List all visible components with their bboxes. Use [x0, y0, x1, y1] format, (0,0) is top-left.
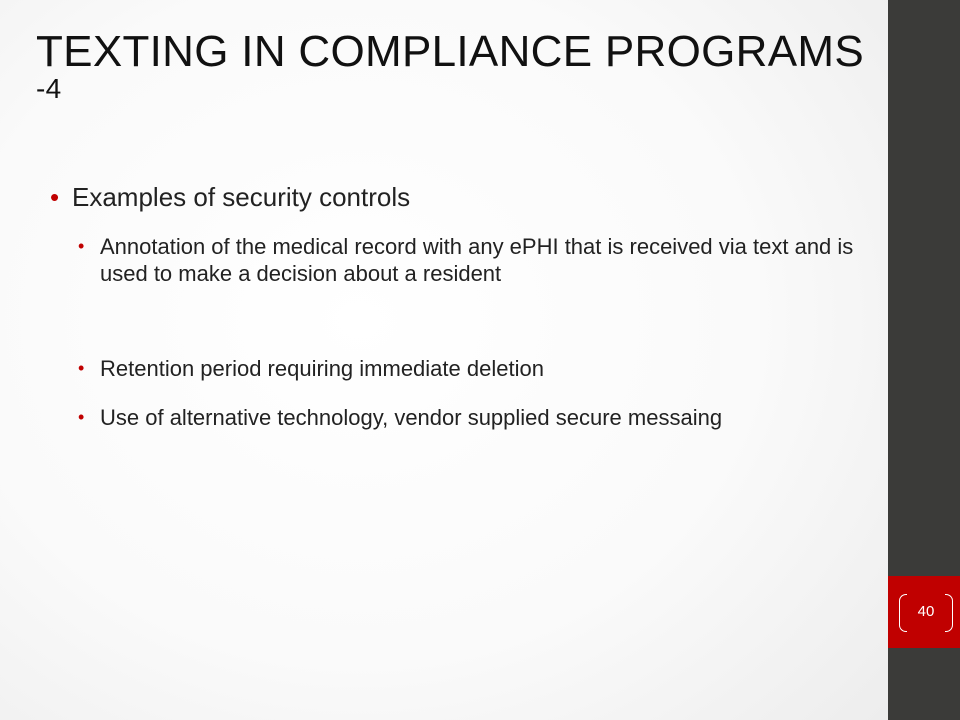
main-bullet-text: Examples of security controls: [72, 182, 411, 212]
sub-bullet-text: Retention period requiring immediate deletion: [100, 356, 544, 381]
bullet-dot-icon: •: [50, 182, 60, 212]
slide-title-text: TEXTING IN COMPLIANCE PROGRAMS: [36, 27, 864, 76]
bullet-dot-icon: •: [78, 358, 85, 378]
sub-bullet-text: Use of alternative technology, vendor supplied secure messaing: [100, 405, 723, 430]
bullet-dot-icon: •: [78, 236, 85, 256]
bullet-dot-icon: •: [78, 407, 85, 427]
sub-bullet-text: Annotation of the medical record with any ePHI that is received via text and is used to make a decision about a resident: [100, 234, 854, 286]
slide-title-superscript: -4: [36, 73, 62, 104]
left-bracket-icon: [899, 594, 907, 632]
page-number: 40: [917, 603, 935, 620]
right-bracket-icon: [945, 594, 953, 632]
